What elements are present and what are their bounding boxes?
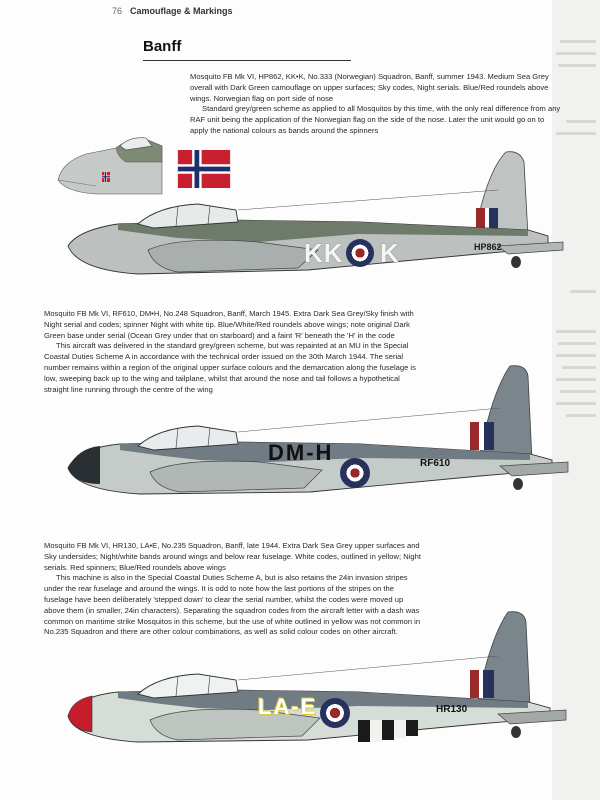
caption-note: Standard grey/green scheme as applied to all Mosquitos by this time, with the only real difference from any RAF unit being the application of the Norwegian flag on the side of the nose. Later the unit would go on to apply the national colours as bands around the spinners	[190, 104, 561, 135]
caption-text: Mosquito FB Mk VI, RF610, DM•H, No.248 Squadron, Banff, March 1945. Extra Dark Sea Grey/Sky finish with Night serial and codes; spinner Night with white tip. Blue/White/Red roundels above wings; note original Dark Green base under serial (Ocean Grey under that on starboard) and a faint 'R' beneath the 'H' in the code	[44, 309, 414, 340]
serial-1: HP862	[474, 242, 502, 252]
caption-text: Mosquito FB Mk VI, HP862, KK•K, No.333 (Norwegian) Squadron, Banff, summer 1943. Medium Sea Grey overall with Dark Green camouflage on upper surfaces; Sky codes, Night serials. Blue/Red roundels above wings. Norwegian flag on port side of nose	[190, 72, 549, 103]
fin-flash	[470, 422, 479, 450]
aircraft-profile-hr130	[58, 608, 568, 758]
caption-text: Mosquito FB Mk VI, HR130, LA•E, No.235 Squadron, Banff, late 1944. Extra Dark Sea Grey upper surfaces and Sky undersides; Night/white bands around wings and below rear fuselage. White codes, outlined in yellow; Night serials. Red spinners; Blue/Red roundels above wings	[44, 541, 421, 572]
running-title: Camouflage & Markings	[130, 6, 233, 16]
caption-note: This machine is also in the Special Coastal Duties Scheme A, but is also retains the 24in invasion stripes under the rear fuselage and around the wings. It is odd to note how the last portions of the stripes on the fuselage have been deliberately 'stepped down' to clear the serial number, whilst the codes were moved up above them (in smaller, 24in characters). Separating the squadron codes from the aircraft letter with a dash was common on maritime strike Mosquitos in this scheme, but the use of white outlined in yellow was not common in No.235 Squadron and there are other colour combinations, as well as solid colour codes on other aircraft.	[44, 573, 421, 637]
section-title: Banff	[143, 38, 182, 55]
aircraft-profile-hp862	[58, 150, 568, 300]
serial-2: RF610	[420, 458, 451, 469]
fuselage-roundel-2	[340, 458, 370, 488]
running-header	[112, 6, 233, 16]
caption-note: This aircraft was delivered in the standard grey/green scheme, but was repainted at an MU in the Special Coastal Duties Scheme A in accordance with the technical order issued on the 30th March 1944. The serial number remains within a region of the original upper surface colours and the demarcation along the fuselage is low, sweeping back up to the wing and tailplane, whilst that around the nose and tail follows a hypothetical straight line running through the centre of the wing	[44, 341, 416, 394]
aircraft-profile-rf610	[60, 362, 570, 512]
fuselage-roundel-3	[320, 698, 350, 728]
fuselage-roundel-1	[346, 239, 374, 267]
section-rule	[143, 60, 351, 61]
fin-flash	[470, 670, 479, 698]
code-letters-1: KK K	[304, 238, 399, 268]
code-letters-2: DM-H	[268, 440, 334, 465]
page-number: 76	[112, 6, 123, 16]
code-letters-3: LA-E	[258, 694, 318, 719]
serial-3: HR130	[436, 704, 468, 715]
profile-caption-1	[190, 72, 562, 137]
